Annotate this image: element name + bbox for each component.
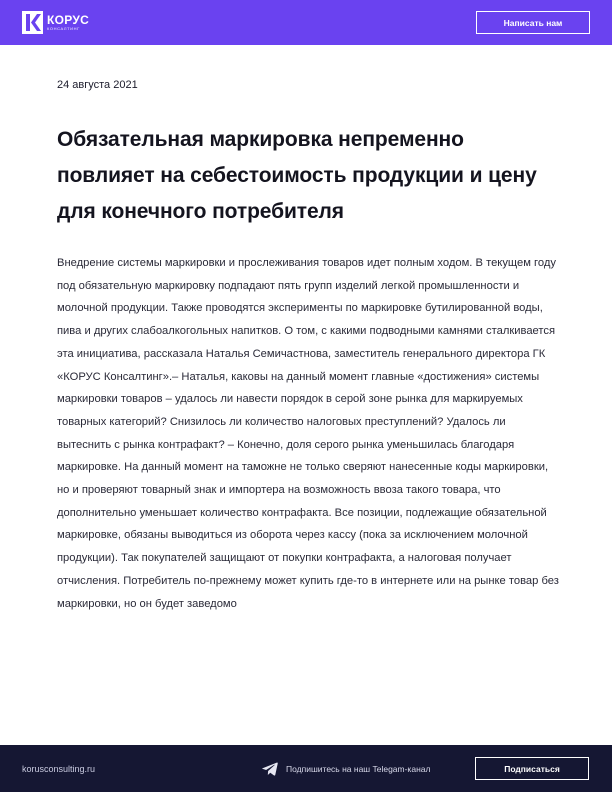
korus-logo[interactable]: [22, 11, 89, 34]
telegram-label: Подпишитесь на наш Telegam-канал: [286, 763, 431, 774]
article-body: Внедрение системы маркировки и прослеживания товаров идет полным ходом. В текущем году под обязательную маркировку подпадают пять групп изделий легкой промышленности и молочной продукции. Также проводятся эксперименты по маркировке бутилированной воды, пива и других слабоалкогольных напитков. О том, с какими подводными камнями сталкивается эта инициатива, рассказала Наталья Семичастнова, заместитель генерального директора ГК «КОРУС Консалтинг».– Наталья, каковы на данный момент главные «достижения» системы маркировки товаров – удалось ли навести порядок в серой зоне рынка для маркируемых товарных категорий? Снизилось ли количество налоговых преступлений? Удалось ли вытеснить с рынка контрафакт? – Конечно, доля серого рынка уменьшилась благодаря маркировке. На данный момент на таможне не только сверяют нанесенные коды маркировки, но и проверяют товарный знак и импортера на возможность ввоза такого товара, что дополнительно уменьшает количество контрафакта. Все позиции, подлежащие обязательной маркировке, обязаны выводиться из оборота через кассу (пока за исключением молочной продукции). Так покупателей защищают от покупки контрафакта, а налоговая получает отчисления. Потребитель по-прежнему может купить где-то в интернете или на рынке товар без маркировки, но он будет заведомо: [57, 257, 559, 610]
subscribe-button[interactable]: Подписаться: [475, 757, 589, 780]
site-link[interactable]: korusconsulting.ru: [22, 763, 96, 774]
telegram-icon: [262, 762, 278, 776]
page-footer: [0, 745, 612, 792]
logo-word: КОРУС: [47, 13, 90, 27]
logo-subtitle: КОНСАЛТИНГ: [47, 26, 80, 31]
write-to-us-button[interactable]: Написать нам: [476, 11, 590, 34]
article-date: 24 августа 2021: [57, 79, 138, 91]
article-title: Обязательная маркировка непременно повлияет на себестоимость продукции и цену для конечного потребителя: [57, 128, 537, 223]
logo-text: [47, 14, 89, 31]
telegram-promo[interactable]: [262, 745, 430, 792]
page-header: [0, 0, 612, 45]
korus-logo-icon: [22, 11, 43, 34]
